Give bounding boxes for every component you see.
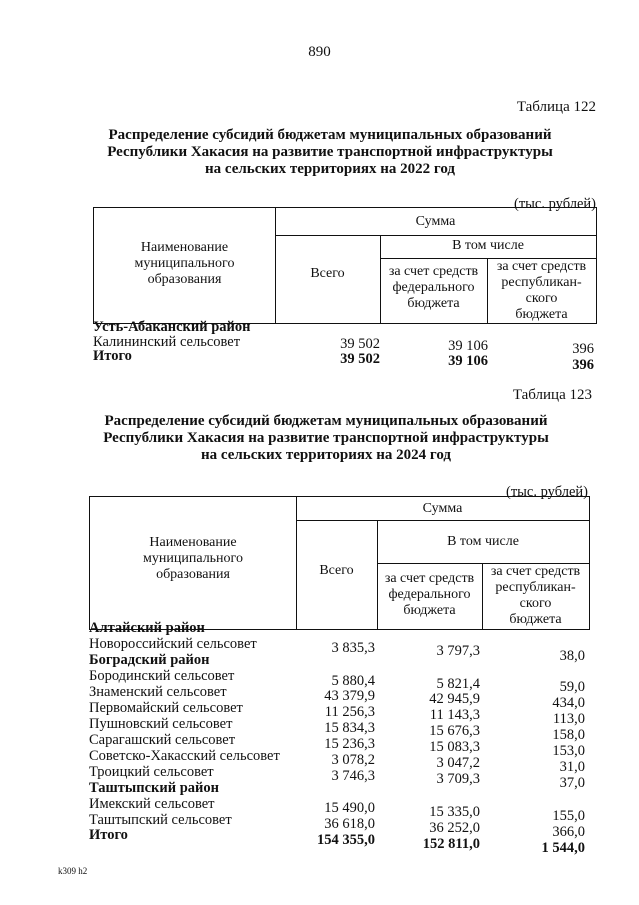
cell-republic: 155,0 bbox=[552, 808, 585, 824]
cell-total: 43 379,9 bbox=[324, 688, 375, 704]
cell-federal: 42 945,9 bbox=[429, 691, 480, 707]
cell-total: 3 835,3 bbox=[331, 640, 375, 656]
table1-header-sum: Сумма bbox=[415, 214, 456, 229]
cell-federal: 15 083,3 bbox=[429, 739, 480, 755]
table-row: Советско-Хакасский сельсовет bbox=[89, 748, 280, 764]
table2-caption: Таблица 123 bbox=[512, 387, 592, 403]
cell-republic: 59,0 bbox=[559, 679, 585, 695]
cell-federal: 3 709,3 bbox=[436, 771, 480, 787]
table-row: Итого bbox=[89, 827, 128, 843]
table1-title-line: Республики Хакасия на развитие транспортной инфраструктуры bbox=[107, 144, 553, 160]
cell-total: 154 355,0 bbox=[317, 832, 375, 848]
cell-federal: 5 821,4 bbox=[436, 676, 480, 692]
table-row: Таштыпский район bbox=[89, 780, 219, 796]
table-row: Имекский сельсовет bbox=[89, 796, 215, 812]
table1-header bbox=[93, 207, 597, 324]
table-row: Пушновский сельсовет bbox=[89, 716, 233, 732]
cell-total: 36 618,0 bbox=[324, 816, 375, 832]
table-row: Новороссийский сельсовет bbox=[89, 636, 257, 652]
table1-title bbox=[60, 127, 600, 178]
cell-republic: 366,0 bbox=[552, 824, 585, 840]
cell-total: 15 490,0 bbox=[324, 800, 375, 816]
table-row: Алтайский район bbox=[89, 620, 205, 636]
table-row: Итого bbox=[93, 348, 132, 364]
table2-header-sum: Сумма bbox=[422, 501, 463, 516]
table-row: Первомайский сельсовет bbox=[89, 700, 243, 716]
cell-republic: 158,0 bbox=[552, 727, 585, 743]
cell-federal: 15 335,0 bbox=[429, 804, 480, 820]
table2-header-federal: за счет средств федерального бюджета bbox=[384, 571, 475, 618]
table2-title bbox=[56, 413, 596, 464]
table-row: Знаменский сельсовет bbox=[89, 684, 227, 700]
cell-republic: 396 bbox=[572, 341, 594, 357]
cell-total: 39 502 bbox=[340, 336, 380, 352]
table2-title-line: Распределение субсидий бюджетам муниципальных образований bbox=[104, 413, 548, 429]
cell-total: 11 256,3 bbox=[324, 704, 375, 720]
cell-federal: 39 106 bbox=[448, 353, 488, 369]
table2-header-republic: за счет средств республикан- ского бюджета bbox=[490, 564, 581, 627]
page-number: 890 bbox=[308, 44, 331, 60]
cell-republic: 38,0 bbox=[559, 648, 585, 664]
table1-title-line: на сельских территориях на 2022 год bbox=[204, 161, 456, 177]
table-row: Боградский район bbox=[89, 652, 210, 668]
cell-total: 15 236,3 bbox=[324, 736, 375, 752]
cell-republic: 1 544,0 bbox=[541, 840, 585, 856]
cell-total: 3 746,3 bbox=[331, 768, 375, 784]
table2-header bbox=[89, 496, 590, 630]
table1-header-federal: за счет средств федерального бюджета bbox=[388, 264, 479, 311]
cell-federal: 152 811,0 bbox=[422, 836, 480, 852]
cell-federal: 36 252,0 bbox=[429, 820, 480, 836]
cell-republic: 434,0 bbox=[552, 695, 585, 711]
table1-header-republic: за счет средств республикан- ского бюджета bbox=[496, 259, 587, 322]
cell-total: 5 880,4 bbox=[331, 673, 375, 689]
table1-header-name: Наименование муниципального образования bbox=[134, 240, 235, 287]
table1-title-line: Распределение субсидий бюджетам муниципальных образований bbox=[108, 127, 552, 143]
table-row: Бородинский сельсовет bbox=[89, 668, 235, 684]
table-row: Таштыпский сельсовет bbox=[89, 812, 232, 828]
cell-republic: 37,0 bbox=[559, 775, 585, 791]
table2-header-incl: В том числе bbox=[447, 534, 519, 549]
table2-units: (тыс. рублей) bbox=[506, 484, 588, 500]
table-row: Сарагашский сельсовет bbox=[89, 732, 236, 748]
cell-federal: 3 797,3 bbox=[436, 643, 480, 659]
table1-header-total: Всего bbox=[310, 266, 345, 281]
table-row: Троицкий сельсовет bbox=[89, 764, 214, 780]
cell-federal: 11 143,3 bbox=[429, 707, 480, 723]
table2-header-name: Наименование муниципального образования bbox=[143, 535, 243, 582]
table2-header-total: Всего bbox=[319, 563, 354, 578]
table1-header-incl: В том числе bbox=[452, 238, 524, 253]
cell-republic: 113,0 bbox=[552, 711, 585, 727]
table2-title-line: на сельских территориях на 2024 год bbox=[200, 447, 452, 463]
footer-code: k309 h2 bbox=[58, 866, 88, 876]
table1-units: (тыс. рублей) bbox=[514, 196, 596, 212]
table2-title-line: Республики Хакасия на развитие транспортной инфраструктуры bbox=[103, 430, 549, 446]
cell-federal: 3 047,2 bbox=[436, 755, 480, 771]
cell-total: 15 834,3 bbox=[324, 720, 375, 736]
cell-total: 3 078,2 bbox=[331, 752, 375, 768]
cell-republic: 31,0 bbox=[559, 759, 585, 775]
table1-caption: Таблица 122 bbox=[516, 99, 596, 115]
table-row: Калининский сельсовет bbox=[93, 334, 241, 350]
cell-total: 39 502 bbox=[340, 351, 380, 367]
cell-federal: 39 106 bbox=[448, 338, 488, 354]
cell-republic: 153,0 bbox=[552, 743, 585, 759]
cell-federal: 15 676,3 bbox=[429, 723, 480, 739]
table-row: Усть-Абаканский район bbox=[93, 319, 251, 335]
cell-republic: 396 bbox=[572, 357, 594, 373]
